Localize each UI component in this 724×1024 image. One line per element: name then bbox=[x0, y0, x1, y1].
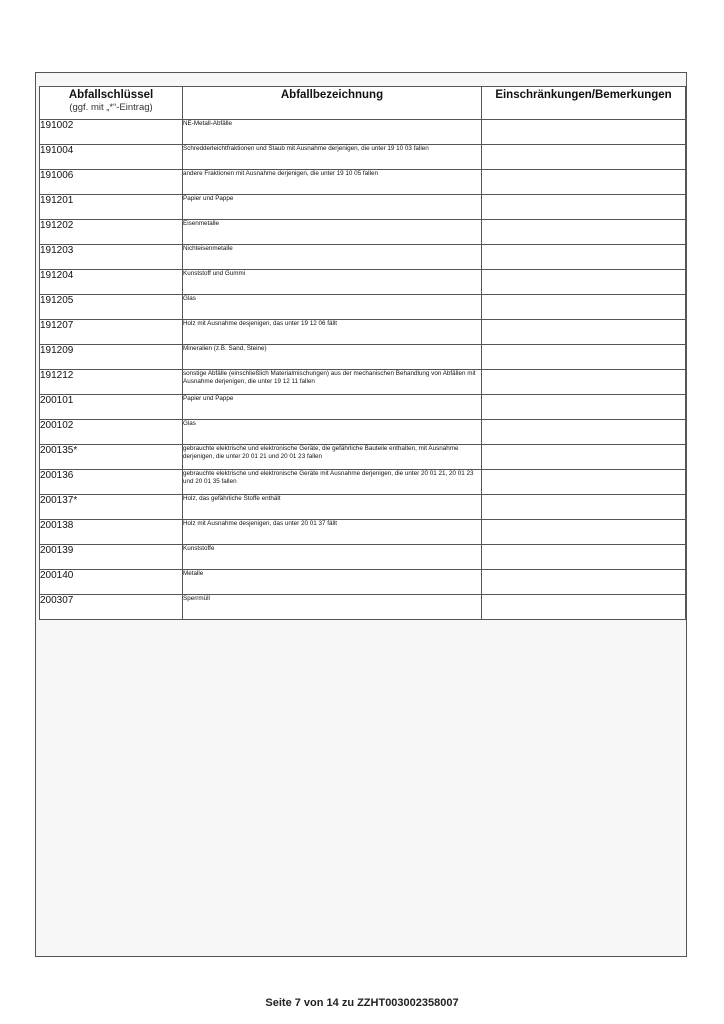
waste-description-cell: Holz mit Ausnahme desjenigen, das unter 20 01 37 fällt bbox=[183, 520, 482, 545]
header-code-label: Abfallschlüssel bbox=[68, 89, 154, 101]
waste-code-cell: 200139 bbox=[40, 545, 183, 570]
waste-description-cell: NE-Metall-Abfälle bbox=[183, 120, 482, 145]
header-description bbox=[183, 87, 482, 120]
waste-code-cell: 191212 bbox=[40, 370, 183, 395]
remarks-cell bbox=[482, 495, 686, 520]
waste-code-cell: 200307 bbox=[40, 595, 183, 620]
remarks-cell bbox=[482, 545, 686, 570]
waste-description-cell: Papier und Pappe bbox=[183, 195, 482, 220]
waste-code-cell: 200102 bbox=[40, 420, 183, 445]
table-row bbox=[40, 295, 686, 320]
table-header-row bbox=[40, 87, 686, 120]
table-row bbox=[40, 395, 686, 420]
remarks-cell bbox=[482, 520, 686, 545]
waste-description-cell: Kunststoffe bbox=[183, 545, 482, 570]
waste-code-cell: 191002 bbox=[40, 120, 183, 145]
header-remarks bbox=[482, 87, 686, 120]
table-row bbox=[40, 220, 686, 245]
waste-description-cell: Glas bbox=[183, 295, 482, 320]
waste-description-cell: andere Fraktionen mit Ausnahme derjenigen, die unter 19 10 05 fallen bbox=[183, 170, 482, 195]
waste-code-cell: 200137* bbox=[40, 495, 183, 520]
table-row bbox=[40, 120, 686, 145]
waste-code-table bbox=[39, 86, 686, 620]
remarks-cell bbox=[482, 195, 686, 220]
table-row bbox=[40, 320, 686, 345]
waste-code-cell: 191203 bbox=[40, 245, 183, 270]
waste-code-cell: 200101 bbox=[40, 395, 183, 420]
waste-description-cell: Metalle bbox=[183, 570, 482, 595]
table-row bbox=[40, 470, 686, 495]
waste-code-cell: 191205 bbox=[40, 295, 183, 320]
waste-code-cell: 200136 bbox=[40, 470, 183, 495]
waste-code-cell: 191209 bbox=[40, 345, 183, 370]
table-row bbox=[40, 545, 686, 570]
waste-description-cell: gebrauchte elektrische und elektronische Geräte mit Ausnahme derjenigen, die unter 20 01 21, 20 01 23 und 20 01 35 fallen bbox=[183, 470, 482, 495]
table-row bbox=[40, 145, 686, 170]
waste-description-cell: Holz, das gefährliche Stoffe enthält bbox=[183, 495, 482, 520]
waste-code-cell: 191004 bbox=[40, 145, 183, 170]
remarks-cell bbox=[482, 370, 686, 395]
remarks-cell bbox=[482, 245, 686, 270]
remarks-cell bbox=[482, 570, 686, 595]
remarks-cell bbox=[482, 320, 686, 345]
table-row bbox=[40, 345, 686, 370]
waste-description-cell: Mineralien (z.B. Sand, Steine) bbox=[183, 345, 482, 370]
table-row bbox=[40, 370, 686, 395]
waste-code-cell: 191201 bbox=[40, 195, 183, 220]
waste-description-cell: Holz mit Ausnahme desjenigen, das unter 19 12 06 fällt bbox=[183, 320, 482, 345]
table-row bbox=[40, 445, 686, 470]
waste-code-cell: 191202 bbox=[40, 220, 183, 245]
header-remarks-label: Einschränkungen/Bemerkungen bbox=[495, 89, 672, 101]
table-row bbox=[40, 520, 686, 545]
header-code-sublabel: (ggf. mit „*“-Eintrag) bbox=[69, 102, 153, 113]
remarks-cell bbox=[482, 170, 686, 195]
table-row bbox=[40, 270, 686, 295]
waste-code-cell: 191204 bbox=[40, 270, 183, 295]
table-row bbox=[40, 195, 686, 220]
waste-description-cell: Kunststoff und Gummi bbox=[183, 270, 482, 295]
remarks-cell bbox=[482, 220, 686, 245]
waste-code-cell: 200135* bbox=[40, 445, 183, 470]
waste-code-cell: 191207 bbox=[40, 320, 183, 345]
table-row bbox=[40, 595, 686, 620]
remarks-cell bbox=[482, 395, 686, 420]
remarks-cell bbox=[482, 470, 686, 495]
header-code bbox=[40, 87, 183, 120]
waste-description-cell: Papier und Pappe bbox=[183, 395, 482, 420]
remarks-cell bbox=[482, 295, 686, 320]
waste-code-cell: 191006 bbox=[40, 170, 183, 195]
remarks-cell bbox=[482, 420, 686, 445]
waste-description-cell: sonstige Abfälle (einschließlich Materialmischungen) aus der mechanischen Behandlung von Abfällen mit Ausnahme derjenigen, die unter 19 12 11 fallen bbox=[183, 370, 482, 395]
page-footer: Seite 7 von 14 zu ZZHT003002358007 bbox=[265, 997, 459, 1009]
waste-description-cell: Eisenmetalle bbox=[183, 220, 482, 245]
remarks-cell bbox=[482, 270, 686, 295]
waste-description-cell: Sperrmüll bbox=[183, 595, 482, 620]
remarks-cell bbox=[482, 120, 686, 145]
waste-code-cell: 200138 bbox=[40, 520, 183, 545]
remarks-cell bbox=[482, 345, 686, 370]
table-row bbox=[40, 245, 686, 270]
remarks-cell bbox=[482, 595, 686, 620]
header-description-label: Abfallbezeichnung bbox=[280, 89, 384, 101]
waste-description-cell: Schredderleichtfraktionen und Staub mit Ausnahme derjenigen, die unter 19 10 03 fallen bbox=[183, 145, 482, 170]
waste-code-cell: 200140 bbox=[40, 570, 183, 595]
table-row bbox=[40, 495, 686, 520]
table-row bbox=[40, 570, 686, 595]
waste-description-cell: Nichteisenmetalle bbox=[183, 245, 482, 270]
table-row bbox=[40, 170, 686, 195]
table-row bbox=[40, 420, 686, 445]
waste-description-cell: Glas bbox=[183, 420, 482, 445]
remarks-cell bbox=[482, 145, 686, 170]
remarks-cell bbox=[482, 445, 686, 470]
waste-description-cell: gebrauchte elektrische und elektronische Geräte, die gefährliche Bauteile enthalten, mit Ausnahme derjenigen, die unter 20 01 21 und 20 01 23 fallen bbox=[183, 445, 482, 470]
